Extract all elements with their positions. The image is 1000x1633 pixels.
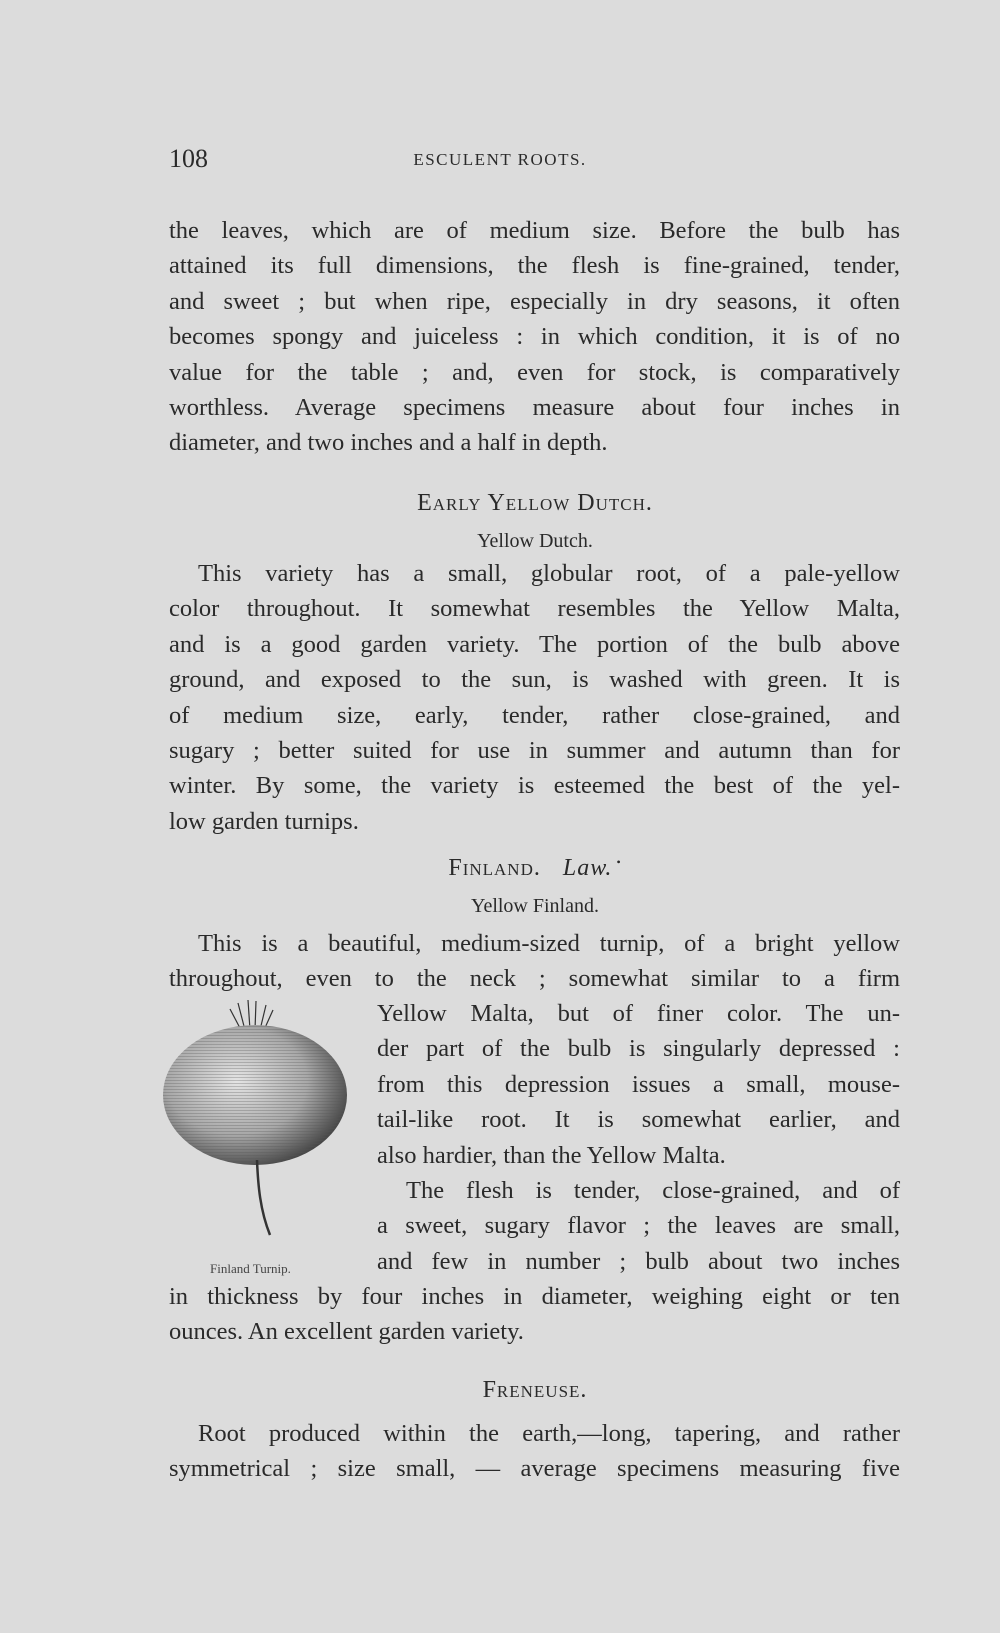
heading-freneuse: Freneuse. — [482, 1377, 588, 1403]
text-line: and few in number ; bulb about two inches — [377, 1247, 900, 1275]
heading-finland-name: Finland. — [448, 855, 541, 881]
text-line: Root produced within the earth,—long, tapering, and rather — [198, 1420, 900, 1447]
text-line: This is a beautiful, medium-sized turnip, of a bright yellow — [198, 930, 900, 957]
figure-caption: Finland Turnip. — [210, 1261, 291, 1276]
text-line: ground, and exposed to the sun, is washed with green. It is — [169, 666, 900, 694]
heading-early-yellow-dutch: Early Yellow Dutch. — [417, 490, 653, 516]
paragraph-early-yellow-dutch — [169, 556, 900, 839]
heading-finland — [0, 855, 1000, 882]
text-line: symmetrical ; size small, — average specimens measuring five — [169, 1455, 900, 1483]
text-line: tail-like root. It is somewhat earlier, and — [377, 1106, 900, 1134]
paragraph-freneuse — [169, 1416, 900, 1487]
text-line: of medium size, early, tender, rather close-grained, and — [169, 701, 900, 729]
text-line: winter. By some, the variety is esteemed the best of the yel- — [169, 772, 900, 800]
text-line: and is a good garden variety. The portion of the bulb above — [169, 630, 900, 658]
text-line: also hardier, than the Yellow Malta. — [377, 1141, 726, 1169]
text-line: and sweet ; but when ripe, especially in dry seasons, it often — [169, 287, 900, 315]
paragraph-finland-bottom — [169, 1279, 900, 1350]
text-line: worthless. Average specimens measure about four inches in — [169, 393, 900, 421]
running-head: ESCULENT ROOTS. — [413, 150, 587, 169]
text-line: the leaves, which are of medium size. Before the bulb has — [169, 217, 900, 244]
text-line: from this depression issues a small, mouse- — [377, 1070, 900, 1098]
text-line: ounces. An excellent garden variety. — [169, 1318, 524, 1346]
text-line: der part of the bulb is singularly depressed : — [377, 1035, 900, 1063]
text-line: sugary ; better suited for use in summer and autumn than for — [169, 736, 900, 764]
text-line: a sweet, sugary flavor ; the leaves are small, — [377, 1212, 900, 1240]
page-number: 108 — [169, 144, 208, 173]
text-line: throughout, even to the neck ; somewhat similar to a firm — [169, 965, 900, 993]
text-line: This variety has a small, globular root, of a pale-yellow — [198, 560, 900, 587]
paragraph-intro — [169, 213, 900, 461]
heading-finland-authority: Law. — [562, 855, 613, 881]
text-line: low garden turnips. — [169, 807, 359, 835]
text-line: color throughout. It somewhat resembles the Yellow Malta, — [169, 595, 900, 623]
text-line: in thickness by four inches in diameter, weighing eight or ten — [169, 1283, 900, 1310]
finland-turnip-illustration — [160, 995, 370, 1255]
synonym-yellow-finland: Yellow Finland. — [471, 895, 599, 917]
paragraph-finland-top — [169, 926, 900, 997]
text-line: The flesh is tender, close-grained, and of — [406, 1176, 900, 1204]
text-line: value for the table ; and, even for stock, is comparatively — [169, 358, 900, 386]
dot-mark: • — [616, 855, 622, 869]
turnip-root — [257, 1160, 270, 1235]
text-line: becomes spongy and juiceless : in which condition, it is of no — [169, 323, 900, 351]
text-line: Yellow Malta, but of finer color. The un- — [377, 1000, 900, 1027]
text-line: attained its full dimensions, the flesh is fine-grained, tender, — [169, 252, 900, 280]
text-line: diameter, and two inches and a half in depth. — [169, 429, 608, 457]
synonym-yellow-dutch: Yellow Dutch. — [477, 530, 593, 552]
paragraph-finland-wrapped — [377, 996, 900, 1279]
